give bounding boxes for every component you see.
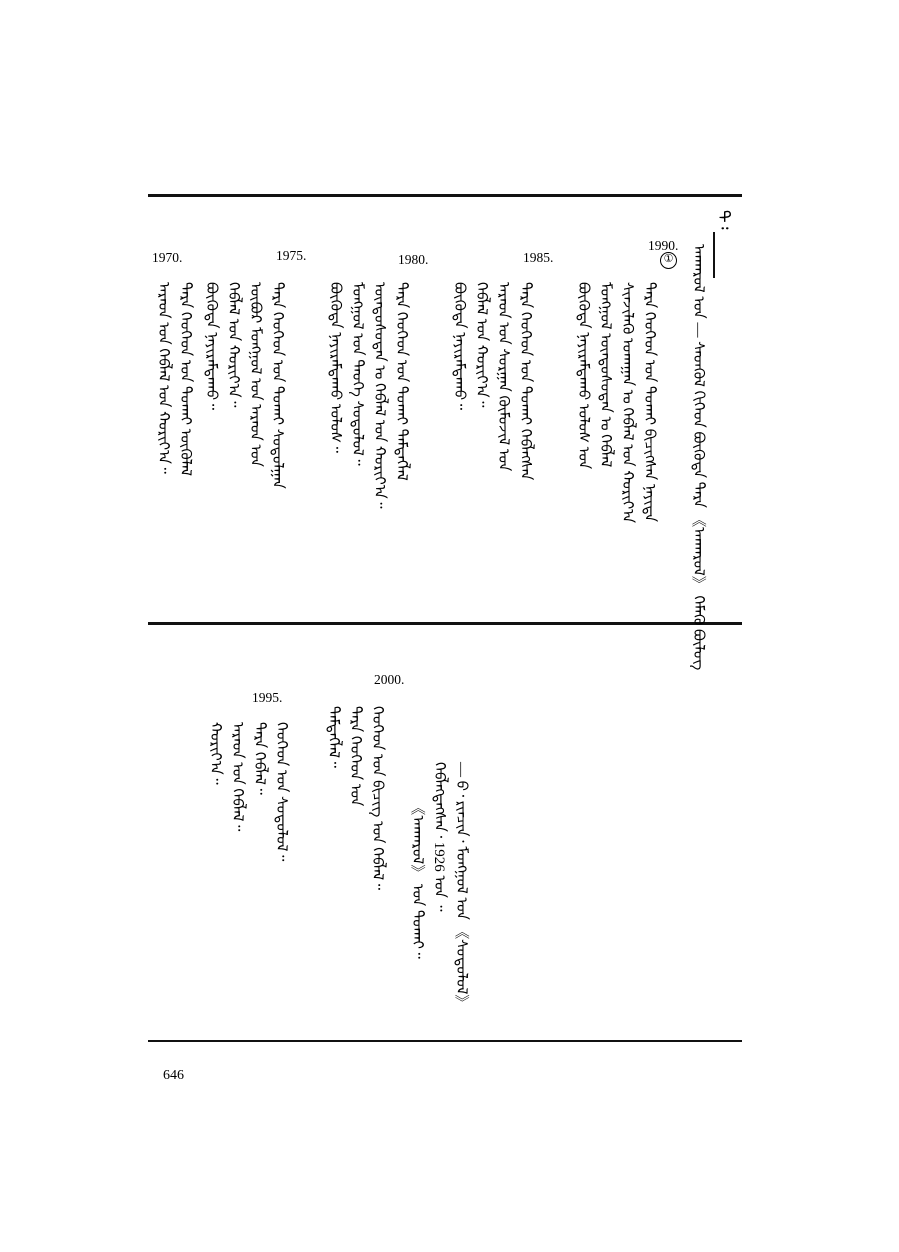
entry-line: ᠠᠷᠠᠳ ᠤᠨ ᠬᠡᠪᠯᠡᠯ᠃ bbox=[228, 722, 245, 832]
entry-line: ᠬᠡᠦᠬᠡᠳ ᠤᠨ ᠪᠢᠴᠢᠭ ᠤᠨ ᠬᠡᠪᠯᠡᠯ᠃ bbox=[368, 706, 385, 891]
entry-line: ᠮᠣᠩᠭᠤᠯ ᠤᠨ ᠲᠡᠦᠬᠡ ᠰᠤᠳᠤᠯᠤᠯ᠃ bbox=[348, 282, 365, 466]
divider-bottom bbox=[148, 1040, 742, 1042]
reference-line: — ᠪ᠂ ᠷᠢᠨᠴᠢᠨ᠂ ᠮᠣᠩᠭᠤᠯ ᠤᠨ 《ᠰᠤᠳᠤᠯᠤᠯ》 bbox=[452, 762, 469, 1010]
entry-line: ᠲᠡᠷᠡ ᠬᠡᠦᠬᠡᠳ ᠤᠨ bbox=[346, 706, 363, 807]
entry-line: ᠬᠡᠦᠬᠡᠳ ᠤᠨ ᠰᠤᠳᠤᠯᠤᠯ᠃ bbox=[272, 722, 289, 862]
entry-line: ᠰᠢᠨᠵᠢᠯᠡᠬᠦ ᠤᠬᠠᠭᠠᠨ ᠤ ᠬᠡᠪᠯᠡᠯ ᠤᠨ ᠬᠣᠷᠢᠶ᠎ᠠ bbox=[618, 282, 635, 524]
section-heading-mark: ᠲ᠄ bbox=[713, 210, 733, 230]
entry-line: ᠲᠡᠮᠳᠡᠭᠯᠡᠯ᠃ bbox=[324, 706, 341, 768]
entry-index-1990: 1990. bbox=[648, 238, 679, 253]
page-number: 646 bbox=[163, 1068, 184, 1083]
entry-line: ᠪᠦᠭᠦᠳᠡ ᠨᠠᠶᠢᠷᠠᠮᠳᠠᠬᠤ᠃ bbox=[202, 282, 219, 411]
entry-line: ᠠᠷᠠᠳ ᠤᠨ ᠬᠡᠪᠯᠡᠯ ᠤᠨ ᠬᠣᠷᠢᠶ᠎ᠠ᠃ bbox=[154, 282, 171, 474]
entry-index-1970: 1970. bbox=[152, 250, 183, 265]
entry-line: ᠲᠡᠷᠡ ᠬᠡᠦᠬᠡᠳ ᠤᠨ ᠲᠤᠬᠠᠢ ᠲᠡᠮᠳᠡᠭᠯᠡᠯ bbox=[392, 282, 409, 481]
circled-one: ① bbox=[660, 252, 677, 269]
entry-index-1985: 1985. bbox=[523, 250, 554, 265]
entry-line: ᠬᠡᠪᠯᠡᠯ ᠤᠨ ᠬᠣᠷᠢᠶ᠎ᠠ᠃ bbox=[224, 282, 241, 408]
heading-line: ᠠᠨᠬᠠᠷᠤᠯ ᠤᠨ — ᠰᠡᠳᠬᠦᠯ ᠬᠢᠭᠡᠳ ᠪᠦᠭᠦᠳᠡ ᠲᠡᠷᠡ 《ᠠᠨᠬᠠᠷᠤᠯ》 ᠬᠡᠮᠡᠬᠦ ᠪᠦᠯᠦᠭ bbox=[689, 244, 706, 671]
entry-line: ᠮᠣᠩᠭᠤᠯ ᠦᠨᠳᠦᠰᠦᠲᠡᠨ ᠤ ᠬᠡᠪᠯᠡᠯ bbox=[596, 282, 613, 468]
entry-line: ᠲᠡᠷᠡ ᠬᠡᠪᠯᠡᠯ᠃ bbox=[250, 722, 267, 795]
heading-underline bbox=[713, 232, 715, 278]
entry-index-1995: 1995. bbox=[252, 690, 283, 705]
entry-line: ᠦᠨᠳᠦᠰᠦᠲᠡᠨ ᠤ ᠬᠡᠪᠯᠡᠯ ᠤᠨ ᠬᠣᠷᠢᠶ᠎ᠠ᠃ bbox=[370, 282, 387, 509]
entry-line: ᠲᠡᠷᠡ ᠬᠡᠦᠬᠡᠳ ᠤᠨ ᠲᠤᠬᠠᠢ ᠦᠭᠦᠯᠡᠯ bbox=[176, 282, 193, 476]
entry-line: ᠦᠪᠦᠷ ᠮᠣᠩᠭᠤᠯ ᠤᠨ ᠠᠷᠠᠳ ᠤᠨ bbox=[246, 282, 263, 467]
source-title: 《ᠠᠨᠬᠠᠷᠤᠯ》 ᠤᠨ ᠲᠤᠬᠠᠢ᠃ bbox=[408, 800, 425, 959]
entry-line: ᠲᠡᠷᠡ ᠬᠡᠦᠬᠡᠳ ᠤᠨ ᠲᠤᠬᠠᠢ ᠪᠢᠴᠢᠭᠰᠡᠨ ᠨᠡᠶᠢᠲᠡ bbox=[640, 282, 657, 523]
entry-line: ᠪᠦᠭᠦᠳᠡ ᠨᠠᠶᠢᠷᠠᠮᠳᠠᠬᠤ᠃ bbox=[450, 282, 467, 411]
entry-line: ᠬᠡᠪᠯᠡᠯ ᠤᠨ ᠬᠣᠷᠢᠶ᠎ᠠ᠃ bbox=[472, 282, 489, 408]
entry-line: ᠲᠡᠷᠡ ᠬᠡᠦᠬᠡᠳ ᠤᠨ ᠲᠤᠬᠠᠢ ᠬᠡᠪᠯᠡᠭᠰᠡᠨ bbox=[516, 282, 533, 481]
divider-middle bbox=[148, 622, 742, 625]
entry-index-1980: 1980. bbox=[398, 252, 429, 267]
divider-top bbox=[148, 194, 742, 197]
entry-index-2000: 2000. bbox=[374, 672, 405, 687]
entry-line: ᠠᠷᠠᠳ ᠤᠨ ᠰᠤᠷᠭᠠᠨ ᠬᠦᠮᠦᠵᠢᠯ ᠤᠨ bbox=[494, 282, 511, 472]
entry-line: ᠬᠣᠷᠢᠶ᠎ᠠ᠃ bbox=[206, 722, 223, 785]
entry-line: ᠪᠦᠭᠦᠳᠡ ᠨᠠᠶᠢᠷᠠᠮᠳᠠᠬᠤ ᠤᠯᠤᠰ ᠤᠨ bbox=[574, 282, 591, 470]
year-note: ᠬᠡᠪᠯᠡᠭᠳᠡᠭᠰᠡᠨ᠂ 1926 ᠣᠨ ᠃ bbox=[430, 762, 447, 912]
entry-line: ᠪᠦᠭᠦᠳᠡ ᠨᠠᠶᠢᠷᠠᠮᠳᠠᠬᠤ ᠤᠯᠤᠰ᠃ bbox=[326, 282, 343, 453]
entry-index-1975: 1975. bbox=[276, 248, 307, 263]
entry-line: ᠲᠡᠷᠡ ᠬᠡᠦᠬᠡᠳ ᠤᠨ ᠲᠤᠬᠠᠢ ᠰᠤᠳᠤᠯᠭᠠᠨ bbox=[268, 282, 285, 489]
